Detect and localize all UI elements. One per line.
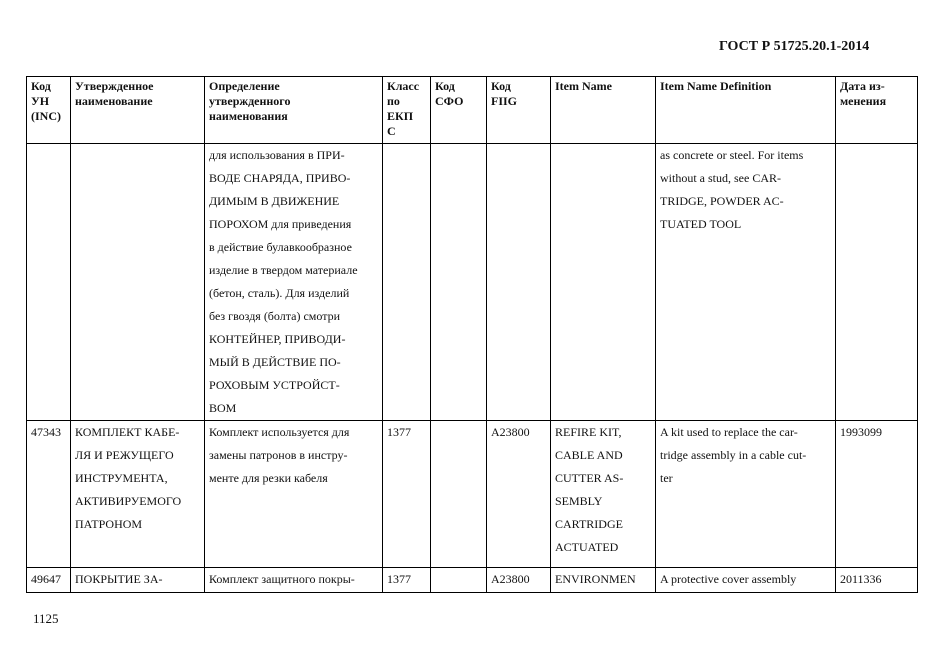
col-header-item-name-definition xyxy=(656,77,836,144)
cell-item-name xyxy=(551,144,656,421)
cell-text-line: КОМПЛЕКТ КАБЕ- xyxy=(75,425,180,439)
cell-text-line: ДИМЫМ В ДВИЖЕНИЕ xyxy=(209,194,340,208)
cell-text-line: ЛЯ И РЕЖУЩЕГО xyxy=(75,448,174,462)
cell-fiig xyxy=(487,144,551,421)
cell-change-date: 2011336 xyxy=(836,568,918,593)
col-header-class xyxy=(383,77,431,144)
document-standard-id: ГОСТ Р 51725.20.1-2014 xyxy=(719,39,870,54)
cell-text-line: Дата из- xyxy=(840,79,885,93)
cell-definition xyxy=(205,421,383,568)
cell-change-date xyxy=(836,144,918,421)
cell-text-line: Item Name Definition xyxy=(660,79,772,93)
cell-text-line: Утвержденное xyxy=(75,79,154,93)
cell-approved-name xyxy=(71,568,205,593)
cell-text-line: по xyxy=(387,94,400,108)
cell-text-line: ПОРОХОМ для приведения xyxy=(209,217,352,231)
cell-text-line: A kit used to replace the car- xyxy=(660,425,798,439)
cell-text-line: TUATED TOOL xyxy=(660,217,742,231)
cell-class xyxy=(383,144,431,421)
cell-text-line: Комплект защитного покры- xyxy=(209,572,355,586)
cell-text-line: замены патронов в инстру- xyxy=(209,448,348,462)
cell-class: 1377 xyxy=(383,568,431,593)
cell-text-line: АКТИВИРУЕМОГО xyxy=(75,494,182,508)
cell-sfo xyxy=(431,421,487,568)
cell-text-line: SEMBLY xyxy=(555,494,603,508)
cell-text-line: REFIRE KIT, xyxy=(555,425,622,439)
table-row xyxy=(27,144,918,421)
page-number: 1125 xyxy=(33,611,59,626)
cell-text-line: Код xyxy=(435,79,455,93)
cell-text-line: Класс xyxy=(387,79,420,93)
cell-item-name xyxy=(551,421,656,568)
cell-text-line: ИНСТРУМЕНТА, xyxy=(75,471,168,485)
col-header-fiig xyxy=(487,77,551,144)
cell-item-name-definition xyxy=(656,568,836,593)
col-header-definition xyxy=(205,77,383,144)
cell-text-line: Комплект используется для xyxy=(209,425,350,439)
cell-text-line: ВОМ xyxy=(209,401,237,415)
cell-text-line: (INC) xyxy=(31,109,61,123)
table-row xyxy=(27,421,918,568)
cell-text-line: ENVIRONMEN xyxy=(555,572,636,586)
table-header-row xyxy=(27,77,918,144)
cell-inc: 49647 xyxy=(27,568,71,593)
cell-text-line: CARTRIDGE xyxy=(555,517,623,531)
cell-definition xyxy=(205,568,383,593)
col-header-item-name xyxy=(551,77,656,144)
cell-inc xyxy=(27,144,71,421)
cell-text-line: в действие булавкообразное xyxy=(209,240,352,254)
cell-text-line: наименования xyxy=(209,109,288,123)
cell-text-line: изделие в твердом материале xyxy=(209,263,358,277)
cell-text-line: ACTUATED xyxy=(555,540,619,554)
cell-class: 1377 xyxy=(383,421,431,568)
cell-text-line: СФО xyxy=(435,94,464,108)
col-header-approved-name xyxy=(71,77,205,144)
col-header-inc xyxy=(27,77,71,144)
col-header-change-date xyxy=(836,77,918,144)
cell-change-date: 1993099 xyxy=(836,421,918,568)
cell-approved-name xyxy=(71,421,205,568)
cell-inc: 47343 xyxy=(27,421,71,568)
cell-text-line: ЕКП xyxy=(387,109,414,123)
cell-text-line: Определение xyxy=(209,79,280,93)
cell-text-line: without a stud, see CAR- xyxy=(660,171,781,185)
cell-item-name xyxy=(551,568,656,593)
cell-text-line: (бетон, сталь). Для изделий xyxy=(209,286,350,300)
cell-text-line: TRIDGE, POWDER AC- xyxy=(660,194,784,208)
cell-item-name-definition xyxy=(656,144,836,421)
cell-text-line: ПОКРЫТИЕ ЗА- xyxy=(75,572,163,586)
cell-text-line: A protective cover assembly xyxy=(660,572,797,586)
cell-text-line: МЫЙ В ДЕЙСТВИЕ ПО- xyxy=(209,355,341,369)
cell-text-line: КОНТЕЙНЕР, ПРИВОДИ- xyxy=(209,332,346,346)
nomenclature-table xyxy=(26,76,918,593)
cell-text-line: ter xyxy=(660,471,673,485)
cell-text-line: утвержденного xyxy=(209,94,291,108)
cell-text-line: ВОДЕ СНАРЯДА, ПРИВО- xyxy=(209,171,351,185)
cell-fiig: A23800 xyxy=(487,568,551,593)
cell-text-line: as concrete or steel. For items xyxy=(660,148,804,162)
col-header-sfo xyxy=(431,77,487,144)
cell-text-line: УН xyxy=(31,94,50,108)
cell-approved-name xyxy=(71,144,205,421)
cell-text-line: Item Name xyxy=(555,79,612,93)
cell-text-line: CABLE AND xyxy=(555,448,623,462)
cell-definition xyxy=(205,144,383,421)
cell-text-line: FIIG xyxy=(491,94,518,108)
cell-sfo xyxy=(431,144,487,421)
cell-text-line: без гвоздя (болта) смотри xyxy=(209,309,341,323)
cell-text-line: для использования в ПРИ- xyxy=(209,148,345,162)
cell-text-line: tridge assembly in a cable cut- xyxy=(660,448,807,462)
cell-text-line: CUTTER AS- xyxy=(555,471,624,485)
cell-sfo xyxy=(431,568,487,593)
cell-text-line: Код xyxy=(31,79,51,93)
cell-text-line: Код xyxy=(491,79,511,93)
cell-fiig: A23800 xyxy=(487,421,551,568)
cell-text-line: менте для резки кабеля xyxy=(209,471,328,485)
cell-text-line: РОХОВЫМ УСТРОЙСТ- xyxy=(209,378,340,392)
table-row xyxy=(27,568,918,593)
cell-item-name-definition xyxy=(656,421,836,568)
cell-text-line: ПАТРОНОМ xyxy=(75,517,143,531)
cell-text-line: менения xyxy=(840,94,887,108)
cell-text-line: С xyxy=(387,124,396,138)
cell-text-line: наименование xyxy=(75,94,153,108)
